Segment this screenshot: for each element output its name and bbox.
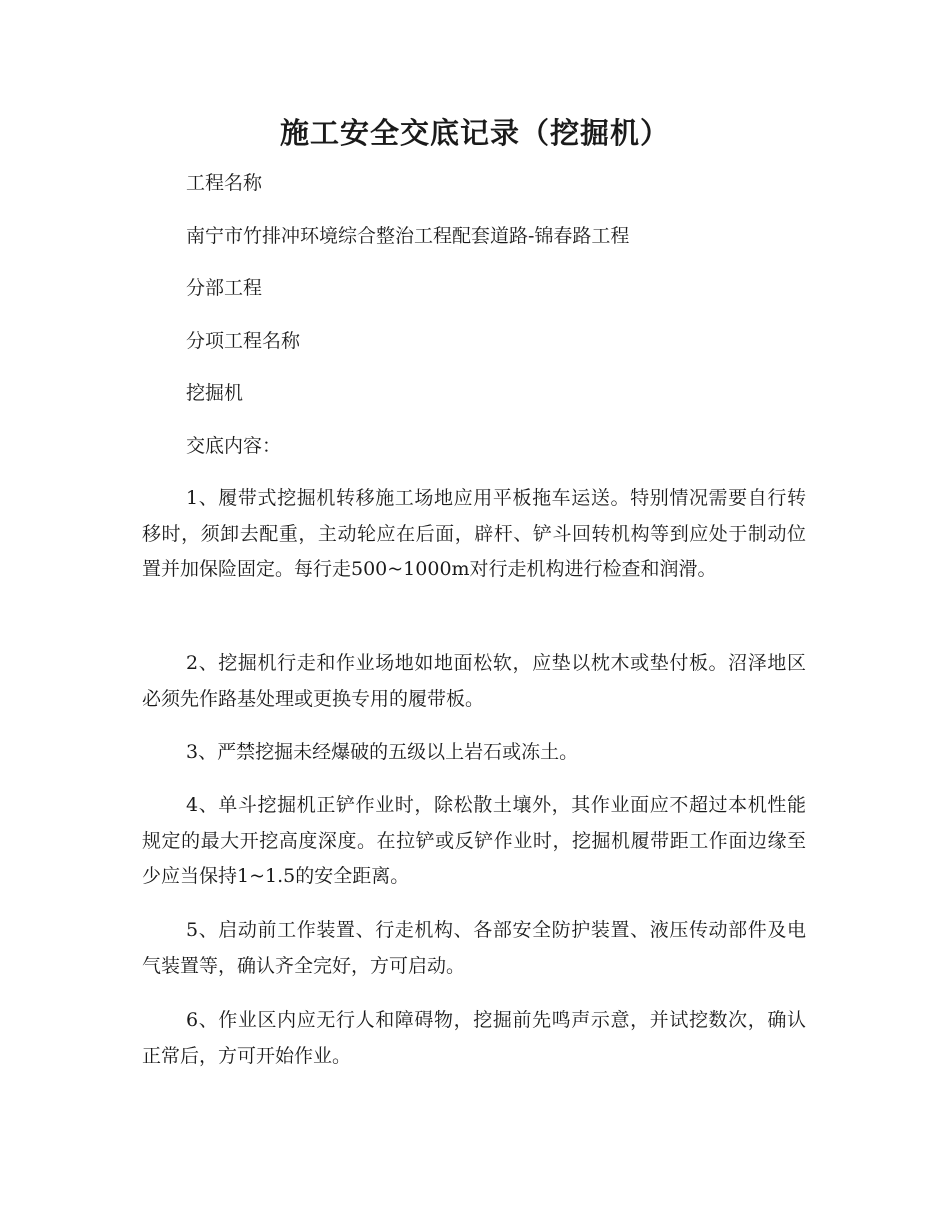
paragraph-6: 6、作业区内应无行人和障碍物，挖掘前先鸣声示意，并试挖数次，确认正常后，方可开始作业。 [142, 1009, 806, 1067]
field-sub-project-label: 分部工程 [186, 277, 263, 299]
field-project-name-value: 南宁市竹排冲环境综合整治工程配套道路-锦春路工程 [186, 225, 630, 247]
field-item-name-label: 分项工程名称 [186, 330, 301, 352]
field-item-name-value: 挖掘机 [186, 382, 244, 404]
document-title: 施工安全交底记录（挖掘机） [279, 116, 670, 150]
field-project-name-label: 工程名称 [186, 172, 263, 194]
paragraph-3: 3、严禁挖掘未经爆破的五级以上岩石或冻土。 [186, 741, 579, 763]
paragraph-1: 1、履带式挖掘机转移施工场地应用平板拖车运送。特别情况需要自行转移时，须卸去配重，主动轮应在后面，辟杆、铲斗回转机构等到应处于制动位置并加保险固定。每行走500~1000m对行走机构进行检查和润滑。 [142, 487, 806, 580]
field-content-label: 交底内容： [186, 435, 282, 457]
paragraph-2: 2、挖掘机行走和作业场地如地面松软，应垫以枕木或垫付板。沼泽地区必须先作路基处理或更换专用的履带板。 [142, 652, 806, 710]
paragraph-4: 4、单斗挖掘机正铲作业时，除松散土壤外，其作业面应不超过本机性能规定的最大开挖高度深度。在拉铲或反铲作业时，挖掘机履带距工作面边缘至少应当保持1~1.5的安全距离。 [142, 794, 806, 887]
paragraph-5: 5、启动前工作装置、行走机构、各部安全防护装置、液压传动部件及电气装置等，确认齐全完好，方可启动。 [142, 919, 806, 977]
